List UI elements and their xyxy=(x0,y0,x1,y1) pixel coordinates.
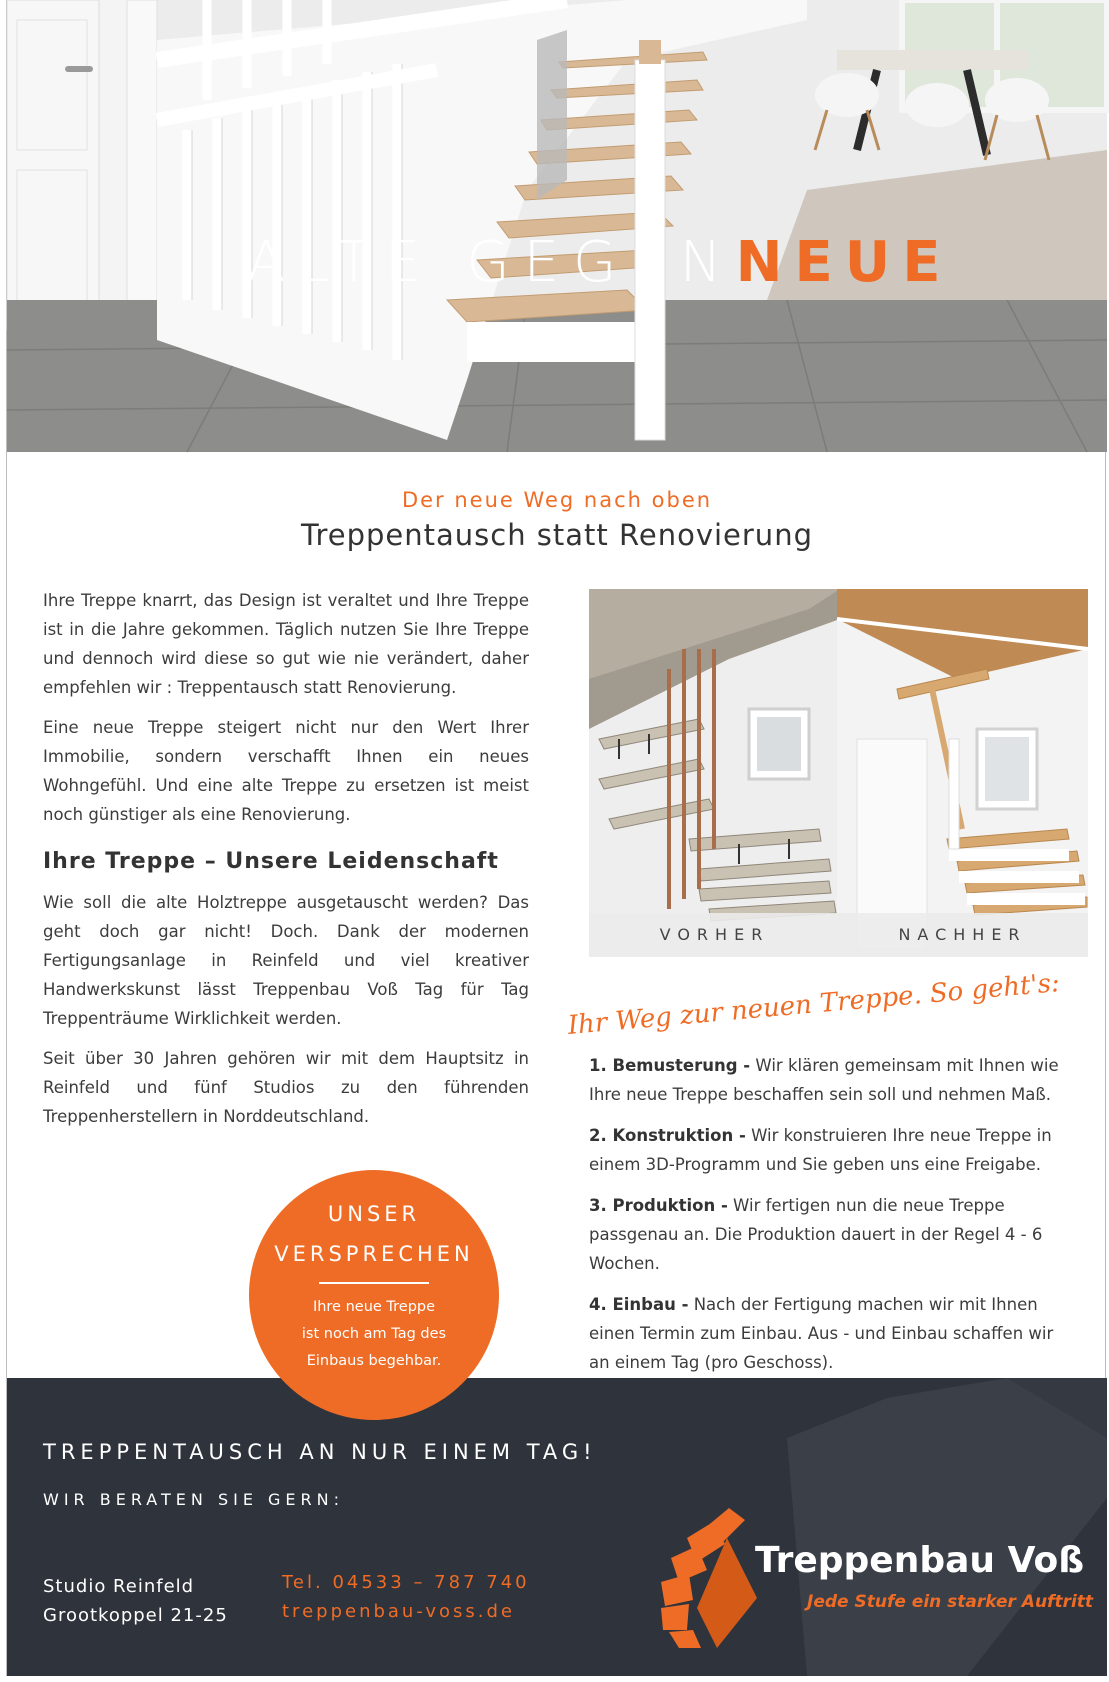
step-item xyxy=(589,1290,1079,1377)
phone-number[interactable]: Tel. 04533 – 787 740 xyxy=(282,1572,530,1593)
step-text: Wir fertigen nun die neue Treppe passgenau an. Die Produktion dauert in der Regel 4 - 6 Wochen. xyxy=(589,1196,1043,1273)
new-staircase-image xyxy=(837,589,1088,957)
body-paragraph: Ihre Treppe knarrt, das Design ist veraltet und Ihre Treppe ist in die Jahre gekommen. Täglich nutzen Sie Ihre Treppe und dennoch wird diese so gut wie nie verändert, daher empfehlen wir : Treppentausch statt Renovierung. xyxy=(43,591,529,697)
step-item xyxy=(589,1191,1079,1278)
body-paragraph: Eine neue Treppe steigert nicht nur den Wert Ihrer Immobilie, sondern verschafft Ihnen ein neues Wohngefühl. Und eine alte Treppe zu ersetzen ist meist noch günstiger als eine Renovierung. xyxy=(43,718,529,824)
step-text: Wir klären gemeinsam mit Ihnen wie Ihre neue Treppe beschaffen sein soll und nehmen Maß. xyxy=(589,1056,1059,1104)
contact-info xyxy=(282,1568,530,1626)
advertisement-page xyxy=(6,0,1106,1676)
script-title xyxy=(561,968,1061,1048)
before-label: VORHER xyxy=(589,913,840,957)
website-link[interactable]: treppenbau-voss.de xyxy=(282,1601,515,1622)
footer-tagline: TREPPENTAUSCH AN NUR EINEM TAG! xyxy=(43,1440,597,1464)
step-title: 3. Produktion - xyxy=(589,1196,728,1215)
script-title-text: Ihr Weg zur neuen Treppe. So geht's: xyxy=(566,968,1061,1041)
old-staircase-image xyxy=(589,589,840,957)
promise-divider xyxy=(319,1282,429,1284)
after-label: NACHHER xyxy=(837,913,1088,957)
step-title: 4. Einbau - xyxy=(589,1295,689,1314)
hero-title-light: ALTE GEGEN xyxy=(247,230,736,295)
staircase-photo xyxy=(7,0,1107,452)
studio-address xyxy=(43,1572,228,1630)
body-paragraph: Seit über 30 Jahren gehören wir mit dem Hauptsitz in Reinfeld und fünf Studios zu den führenden Treppenherstellern in Norddeutschland. xyxy=(43,1049,529,1126)
step-item xyxy=(589,1121,1079,1179)
after-photo xyxy=(837,589,1088,957)
promise-text-line3: Einbaus begehbar. xyxy=(306,1353,442,1369)
hero-title-bold: NEUE xyxy=(735,230,953,295)
step-item xyxy=(589,1051,1079,1109)
step-text: Wir konstruieren Ihre neue Treppe in einem 3D-Programm und Sie geben uns eine Freigabe. xyxy=(589,1126,1052,1174)
stairs-logo-icon xyxy=(657,1508,767,1648)
footer xyxy=(7,1378,1107,1676)
eyebrow-heading: Der neue Weg nach oben xyxy=(401,488,713,512)
hero-image xyxy=(7,0,1107,452)
body-paragraph: Wie soll die alte Holztreppe ausgetauscht werden? Das geht doch gar nicht! Doch. Dank der modernen Fertigungsanlage in Reinfeld und viel kreativer Handwerkskunst lässt Treppenbau Voß Tag für Tag Treppenträume Wirklichkeit werden. xyxy=(43,893,529,1028)
promise-badge xyxy=(249,1170,499,1420)
body-text-column xyxy=(43,586,529,1142)
brand-name: Treppenbau Voß xyxy=(755,1540,1085,1581)
step-title: 2. Konstruktion - xyxy=(589,1126,746,1145)
step-text: Nach der Fertigung machen wir mit Ihnen einen Termin zum Einbau. Aus - und Einbau schaffen wir an einem Tag (pro Geschoss). xyxy=(589,1295,1054,1372)
footer-decoration xyxy=(7,1378,1107,1676)
hero-title xyxy=(247,228,953,298)
main-headline: Treppentausch statt Renovierung xyxy=(301,518,813,552)
studio-street: Grootkoppel 21-25 xyxy=(43,1605,228,1626)
brand-slogan: Jede Stufe ein starker Auftritt xyxy=(807,1592,1094,1612)
promise-title-line2: VERSPRECHEN xyxy=(274,1242,474,1266)
promise-text xyxy=(249,1294,499,1375)
footer-subheading: WIR BERATEN SIE GERN: xyxy=(43,1490,344,1509)
promise-title-line1: UNSER xyxy=(327,1202,421,1226)
step-title: 1. Bemusterung - xyxy=(589,1056,751,1075)
promise-text-line1: Ihre neue Treppe xyxy=(312,1299,436,1315)
before-photo xyxy=(589,589,840,957)
promise-text-line2: ist noch am Tag des xyxy=(301,1326,447,1342)
promise-title xyxy=(249,1194,499,1274)
steps-list xyxy=(589,1051,1079,1389)
section-subheading: Ihre Treppe – Unsere Leidenschaft xyxy=(43,849,499,874)
studio-name: Studio Reinfeld xyxy=(43,1576,195,1597)
